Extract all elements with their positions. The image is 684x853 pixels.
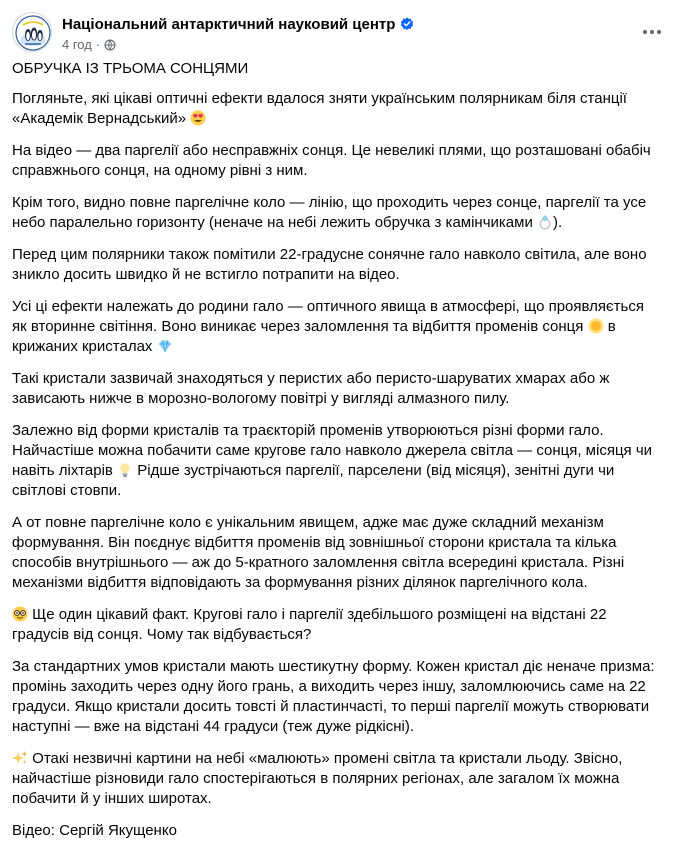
paragraph-9 (12, 605, 662, 645)
post-header (12, 12, 672, 56)
meta-separator: · (95, 37, 101, 52)
paragraph-7-text-a: Залежно від форми кристалів та траєкторій променів утворюються різні форми гало. Найчастіше можна побачити саме кругове гало навколо джерела світла — сонця, місяця чи навіть ліхтарів (12, 422, 653, 479)
video-credit: Відео: Сергій Якущенко (12, 822, 177, 839)
more-dots-icon (642, 29, 662, 35)
paragraph-4: Перед цим полярники також помітили 22-градусне сонячне гало навколо світила, але воно зникло досить швидко й не встигло потрапити на відео. (12, 246, 647, 283)
paragraph-5 (12, 297, 662, 357)
paragraph-1 (12, 89, 662, 129)
paragraph-6: Такі кристали зазвичай знаходяться у перистих або перисто-шаруватих хмарах або ж зависають нижче в морозно-вологому повітрі у вигляді алмазного пилу. (12, 370, 610, 407)
paragraph-11-text: Отакі незвичні картини на небі «малюють» промені світла та кристали льоду. Звісно, найчастіше різновиди гало спостерігаються в полярних регіонах, але загалом їх можна побачити й у інших широтах. (12, 750, 623, 807)
nerd-face-emoji-icon (12, 606, 28, 622)
page-avatar[interactable] (12, 12, 52, 52)
post-text (12, 59, 662, 853)
paragraph-2: На відео — два паргелії або несправжніх сонця. Це невеликі плями, що розташовані обабіч справжнього сонця, на одному рівні з ним. (12, 142, 651, 179)
paragraph-9-text: Ще один цікавий факт. Кругові гало і паргелії здебільшого розміщені на відстані 22 градусів від сонця. Чому так відбувається? (12, 606, 607, 643)
lightbulb-emoji-icon (117, 462, 133, 478)
globe-icon (104, 39, 116, 55)
paragraph-7 (12, 421, 662, 501)
heart-eyes-emoji-icon (190, 110, 206, 126)
sparkles-emoji-icon (12, 750, 28, 766)
penguin-logo-icon (13, 13, 52, 52)
verified-badge-icon (400, 17, 414, 36)
sun-emoji-icon (588, 318, 604, 334)
paragraph-5-text-b: в крижаних кристалах (12, 318, 616, 355)
paragraph-7-text-b: Рідше зустрічаються паргелії, парселени (від місяця), зенітні дуги чи світлові стовпи. (12, 462, 615, 499)
paragraph-11 (12, 749, 662, 809)
more-options-button[interactable] (636, 16, 668, 48)
paragraph-1-text: Погляньте, які цікаві оптичні ефекти вдалося зняти українським полярникам біля станції «Академік Вернадський» (12, 90, 627, 127)
paragraph-3 (12, 193, 662, 233)
diamond-emoji-icon (157, 338, 173, 354)
paragraph-10: За стандартних умов кристали мають шестикутну форму. Кожен кристал діє неначе призма: промінь заходить через одну його грань, а виходить через іншу, заломлюючись саме на 22 градуси. Якщо кристали досить товсті й пластинчасті, то перші паргелії можуть створювати наступні — вже на відстані 44 градуси (теж дуже рідкісні). (12, 658, 655, 735)
post-title: ОБРУЧКА ІЗ ТРЬОМА СОНЦЯМИ (12, 60, 249, 77)
paragraph-3-text-a: Крім того, видно повне паргелічне коло — лінію, що проходить через сонце, паргелії та усе небо паралельно горизонту (неначе на небі лежить обручка з камінчиками (12, 194, 647, 231)
paragraph-8: А от повне паргелічне коло є унікальним явищем, адже має дуже складний механізм формування. Він поєднує відбиття променів від зовнішньої сторони кристала та кілька способів внутрішнього — аж до 5-кратного заломлення світла всередині кристала. Різні механізми відбиття відповідають за формування різних ділянок паргелічного кола. (12, 514, 625, 591)
paragraph-3-text-b: ). (553, 214, 563, 231)
page-name-line (62, 15, 414, 36)
paragraph-5-text-a: Усі ці ефекти належать до родини гало — оптичного явища в атмосфері, що проявляється як вторинне світіння. Воно виникає через заломлення та відбиття променів сонця (12, 298, 644, 335)
post-meta (62, 37, 116, 55)
post-timestamp[interactable]: 4 год (62, 37, 92, 52)
page-name-link[interactable]: Національний антарктичний науковий центр (62, 16, 396, 33)
ring-emoji-icon (537, 214, 553, 230)
